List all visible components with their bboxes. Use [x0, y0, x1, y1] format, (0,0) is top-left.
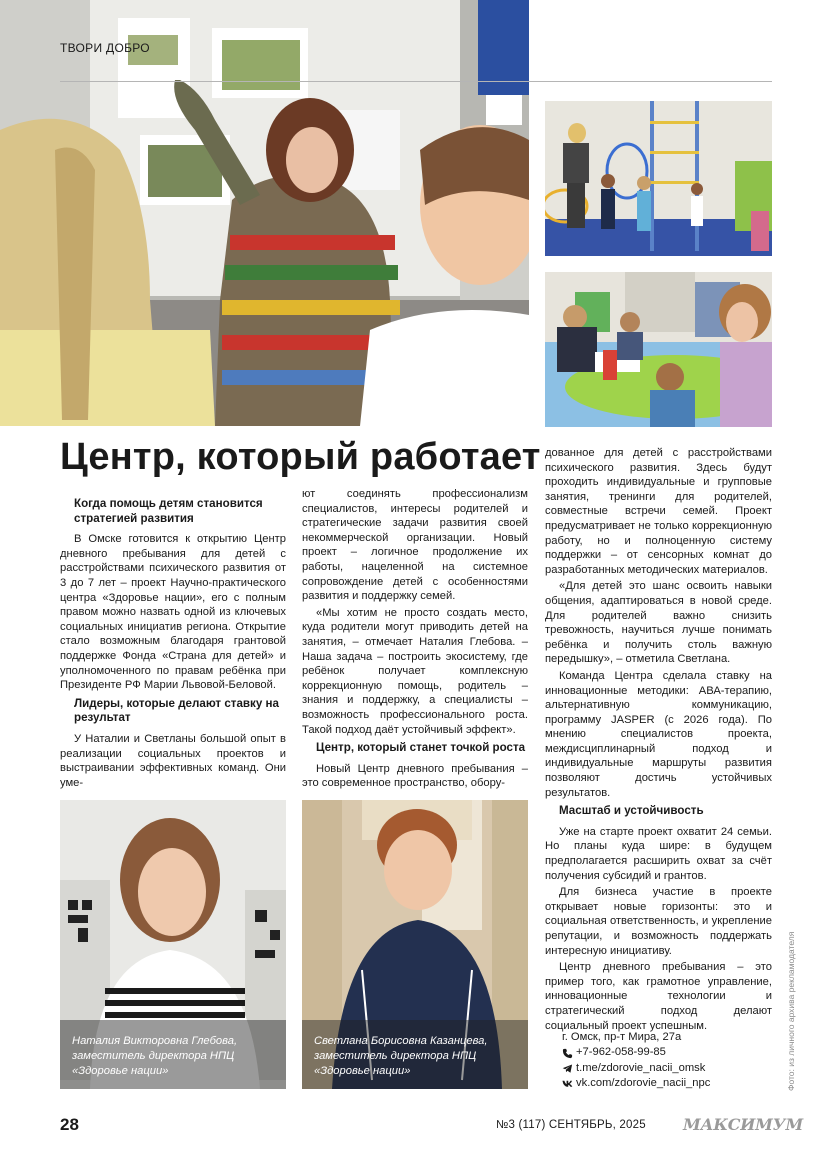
address-text: г. Омск, пр-т Мира, 27а — [562, 1031, 682, 1043]
portrait-glebova — [60, 800, 286, 1089]
top-divider — [60, 81, 772, 82]
photo-caption: Наталия Викторовна Глебова, заместитель директора НПЦ «Здоровье нации» — [72, 1035, 238, 1077]
paragraph: Уже на старте проект охватит 24 семьи. Но планы куда шире: в будущем предполагается расширить охват за счёт получения субсидий и грантов. — [545, 825, 772, 882]
phone-icon — [562, 1048, 573, 1059]
paragraph: В Омске готовится к открытию Центр дневного пребывания для детей с расстройствами психического развития от 3 до 7 лет – проект Научно-практического центра «Здоровье нации», его с полным правом можно назвать одной из ключевых социальных инициатив региона. Открытие стало возможным благодаря грантовой поддержке Фонда «Страна для детей» и уполномоченного по правам ребёнка при Президенте РФ Марии Львовой-Беловой. — [60, 533, 286, 692]
paragraph: дованное для детей с расстройствами психического развития. Здесь будут проходить индивидуальные и групповые занятия, тренинги для родителей, совместные встречи семей. Проект предусматривает не только коррекционную работу, но и полноценную систему поддержки – от сенсорных комнат до разработанных методических материалов. — [545, 447, 772, 576]
address-line — [562, 1030, 710, 1045]
phone-line — [562, 1045, 710, 1060]
subheading: Масштаб и устойчивость — [559, 804, 704, 818]
phone-text: +7-962-058-99-85 — [576, 1046, 666, 1059]
paragraph: ют соединять профессионализм специалистов, интересы родителей и стратегические задачи развития своей некоммерческой организации. Новый проект – логичное продолжение их работы, нацеленной на системное сопровождение детей с особенностями развития и поддержку семей. — [302, 488, 528, 603]
gym-photo — [545, 101, 772, 256]
telegram-link: t.me/zdorovie_nacii_omsk — [576, 1061, 706, 1074]
telegram-icon — [562, 1063, 573, 1074]
paragraph: Команда Центра сделала ставку на инновационные методики: АВА-терапию, альтернативную коммуникацию, программу JASPER (с 2026 года). По мнению специалистов проекта, междисциплинарный подход и индивидуальные маршруты развития позволяют достичь устойчивых результатов. — [545, 669, 772, 799]
magazine-logo: МАКСИМУМ — [683, 1115, 803, 1134]
paragraph: «Для детей это шанс освоить навыки общения, адаптироваться в новой среде. Для родителей важно снизить тревожность, научиться лучше понимать ребёнка и получить столь важную передышку», – отметила Светлана. — [545, 580, 772, 666]
paragraph: Центр дневного пребывания – это пример того, как грамотное управление, инновационные технологии и стратегический подход делают социальный проект успешным. — [545, 961, 772, 1032]
contacts-block — [562, 1030, 710, 1092]
article-column-1 — [60, 493, 286, 792]
page-number: 28 — [60, 1115, 79, 1134]
vk-link: vk.com/zdorovie_nacii_npc — [576, 1077, 711, 1090]
vk-icon — [562, 1078, 573, 1089]
article-column-3 — [545, 446, 772, 1035]
paragraph: Новый Центр дневного пребывания – это современное пространство, обору- — [302, 762, 528, 790]
subheading: Центр, который станет точкой роста — [316, 741, 526, 755]
issue-info: №3 (117) СЕНТЯБРЬ, 2025 — [496, 1119, 646, 1131]
telegram-line — [562, 1061, 710, 1076]
paragraph: «Мы хотим не просто создать место, куда родители могут приводить детей на занятия, – отмечает Наталия Глебова. – Наша задача – построить экосистему, где ребёнок получает комплексную коррекционную помощь, родитель – знания и поддержку, а специалисты – возможность профессионального роста. Такой подход даёт устойчивый эффект». — [302, 606, 528, 736]
section-label: ТВОРИ ДОБРО — [60, 41, 150, 55]
article-headline: Центр, который работает — [60, 436, 541, 478]
vk-line — [562, 1076, 710, 1091]
subheading: Лидеры, которые делают ставку на результат — [74, 696, 279, 725]
photo-caption: Светлана Борисовна Казанцева, заместитель директора НПЦ «Здоровье нации» — [314, 1035, 488, 1077]
classroom-photo — [545, 272, 772, 427]
main-photo — [0, 0, 529, 426]
paragraph: У Наталии и Светланы большой опыт в реализации социальных проектов и выстраивании эффективных команд. Они уме- — [60, 732, 286, 789]
portrait-kazantseva — [302, 800, 528, 1089]
subheading: Когда помощь детям становится стратегией развития — [74, 497, 263, 525]
photo-credit: Фото: из личного архива рекламодателя — [786, 931, 796, 1091]
paragraph: Для бизнеса участие в проекте открывает новые горизонты: это и социальная ответственность, и укрепление репутации, и возможность поддержать интересную инициативу. — [545, 886, 772, 957]
article-column-2 — [302, 487, 528, 793]
